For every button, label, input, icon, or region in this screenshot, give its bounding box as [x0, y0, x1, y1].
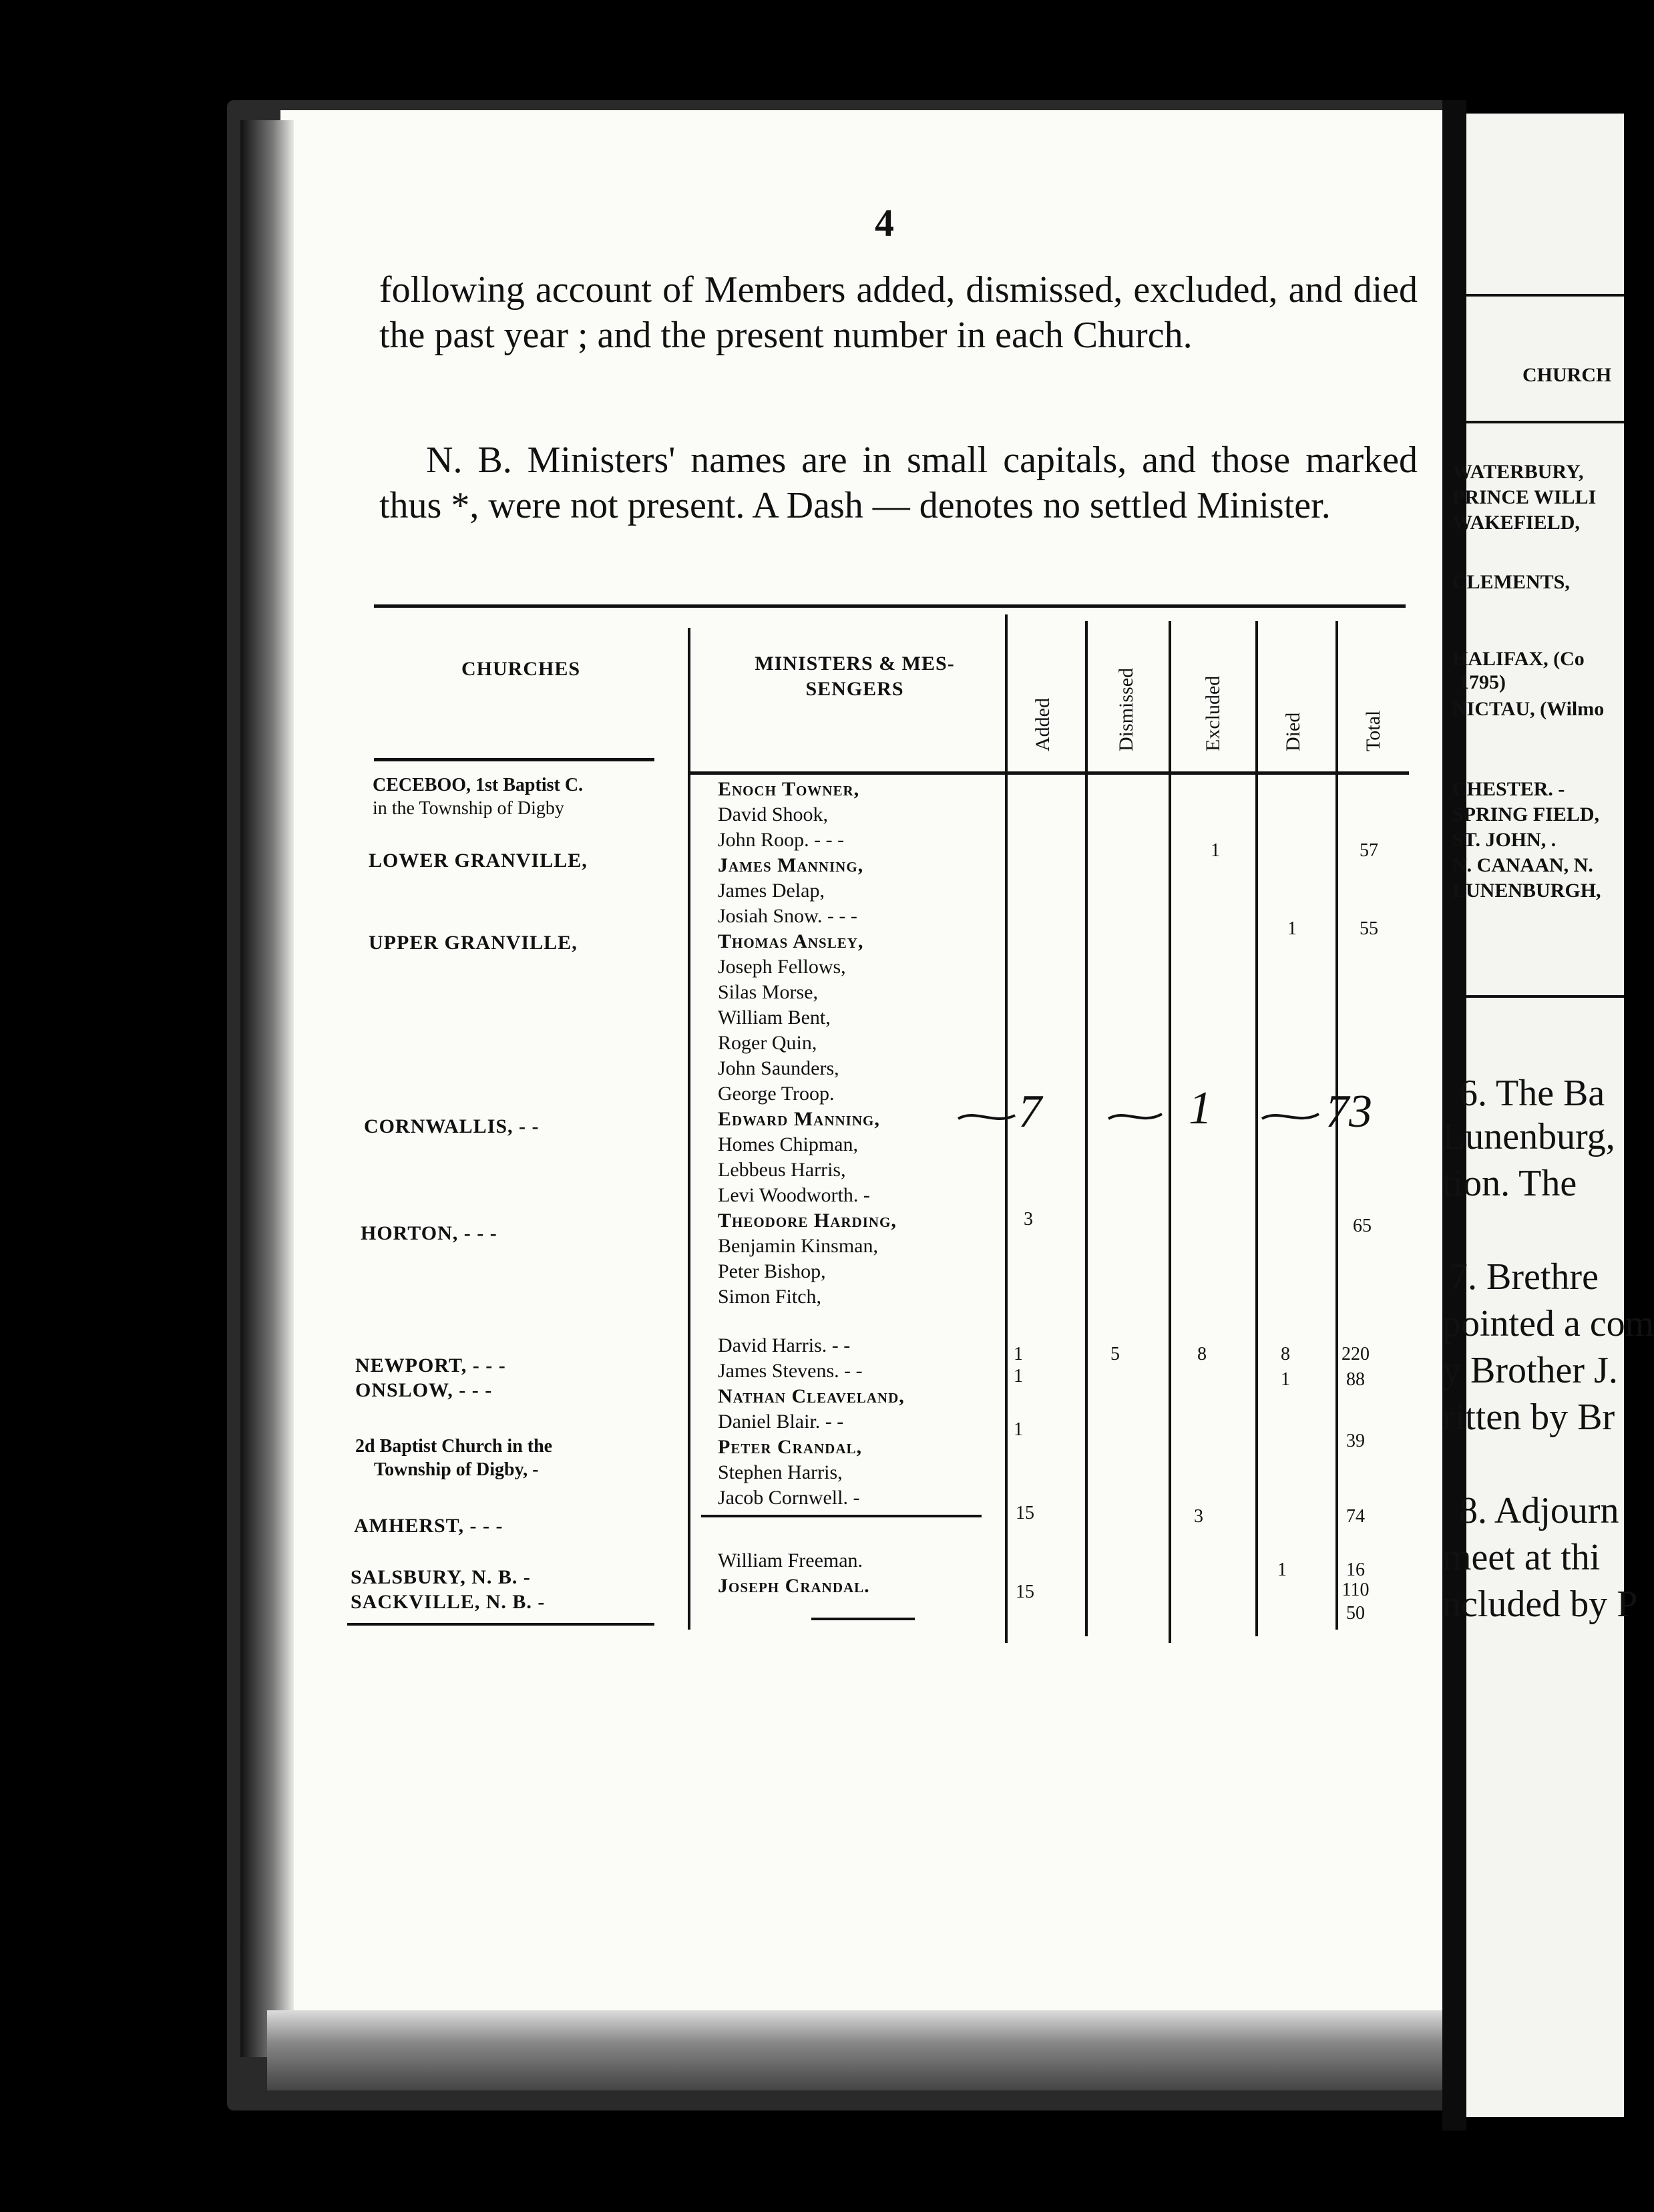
right-page-church: WATERBURY, [1452, 461, 1584, 483]
church-salsbury: SALSBURY, N. B. - [351, 1566, 531, 1588]
handwritten-dashes [955, 1095, 1329, 1135]
header-rule-churches [374, 758, 654, 761]
church-newport: NEWPORT, - - - [355, 1354, 506, 1376]
cell-total: 57 [1360, 840, 1378, 861]
cell-died: 1 [1287, 918, 1297, 939]
cell-died: 8 [1281, 1344, 1290, 1364]
minister-row: Simon Fitch, [718, 1286, 822, 1308]
page-number: 4 [875, 201, 894, 244]
handwritten-total: 73 [1325, 1086, 1372, 1137]
cell-total: 88 [1346, 1369, 1365, 1390]
right-page-church: HALIFAX, (Co [1452, 648, 1585, 670]
right-page-church: CHESTER. - [1452, 778, 1565, 800]
church-lower-granville: LOWER GRANVILLE, [369, 850, 588, 872]
right-page-rule [1466, 995, 1624, 998]
cell-died: 1 [1277, 1559, 1287, 1580]
minister-row: William Bent, [718, 1006, 831, 1029]
right-page-text: 7. Brethre [1449, 1256, 1599, 1298]
minister-row: Enoch Towner, [718, 778, 860, 800]
minister-row: Homes Chipman, [718, 1133, 858, 1155]
table-bottom-rule-left [347, 1623, 654, 1626]
cell-died: 1 [1281, 1369, 1290, 1390]
right-page-header: CHURCH [1522, 364, 1612, 386]
cell-excluded: 3 [1194, 1506, 1203, 1527]
left-page [280, 110, 1449, 2014]
church-onslow: ONSLOW, - - - [355, 1379, 493, 1401]
minister-row: Theodore Harding, [718, 1210, 897, 1232]
header-added: Added [1032, 698, 1054, 751]
cell-total: 220 [1341, 1344, 1370, 1364]
cell-added: 1 [1014, 1344, 1023, 1364]
minister-row: Benjamin Kinsman, [718, 1235, 878, 1257]
page-edge-shadow [240, 120, 294, 2057]
minister-row: Daniel Blair. - - [718, 1411, 844, 1433]
header-total: Total [1362, 710, 1384, 751]
church-amherst: AMHERST, - - - [354, 1515, 503, 1537]
minister-row: Josiah Snow. - - - [718, 905, 857, 927]
cell-total: 65 [1353, 1216, 1372, 1236]
minister-row: John Roop. - - - [718, 829, 845, 851]
cell-total: 110 [1341, 1580, 1370, 1600]
church-horton: HORTON, - - - [361, 1222, 497, 1244]
cell-excluded: 8 [1197, 1344, 1207, 1364]
right-page-text: 6. The Ba [1459, 1073, 1605, 1114]
cell-total: 16 [1346, 1559, 1365, 1580]
right-page-rule [1466, 421, 1624, 423]
minister-row: James Manning, [718, 854, 864, 876]
cell-excluded: 1 [1211, 840, 1220, 861]
church-upper-granville: UPPER GRANVILLE, [369, 932, 578, 954]
church-ceceboo: CECEBOO, 1st Baptist C. [373, 775, 584, 795]
intro-paragraph: following account of Members added, dismissed, excluded, and died the past year ; and the present number in each Church. [379, 269, 1418, 356]
cell-total: 55 [1360, 918, 1378, 939]
minister-row: Edward Manning, [718, 1108, 880, 1130]
minister-row: Roger Quin, [718, 1032, 817, 1054]
minister-row: Silas Morse, [718, 981, 818, 1003]
right-page-text: 8. Adjourn [1459, 1490, 1619, 1531]
minister-row: Levi Woodworth. - [718, 1184, 870, 1206]
cell-added: 1 [1014, 1366, 1023, 1387]
minister-row: Jacob Cornwell. - [718, 1487, 860, 1509]
minister-row: James Delap, [718, 880, 825, 902]
cell-added: 15 [1016, 1503, 1034, 1523]
right-page-church: N. CANAAN, N. [1452, 854, 1593, 876]
minister-rule [701, 1515, 982, 1517]
cell-added: 15 [1016, 1582, 1034, 1602]
minister-row: Peter Bishop, [718, 1260, 826, 1282]
minister-row: Lebbeus Harris, [718, 1159, 846, 1181]
right-page-church: ST. JOHN, . [1452, 829, 1557, 851]
right-page-text: y Brother J. [1442, 1350, 1618, 1391]
minister-row: William Freeman. [718, 1549, 863, 1572]
minister-row: John Saunders, [718, 1057, 839, 1079]
right-page-text: tion. The [1442, 1163, 1577, 1204]
minister-row: David Shook, [718, 803, 828, 825]
right-page-text: pointed a com [1442, 1303, 1654, 1344]
handwritten-excluded: 1 [1189, 1083, 1212, 1134]
cell-dismissed: 5 [1110, 1344, 1120, 1364]
cell-total: 74 [1346, 1506, 1365, 1527]
church-digby-2nd-line2: Township of Digby, - [374, 1459, 539, 1480]
right-page-text: meet at thi [1442, 1537, 1601, 1578]
right-page-church: LUNENBURGH, [1452, 880, 1601, 902]
header-dismissed: Dismissed [1115, 667, 1137, 751]
right-page-text: ritten by Br [1442, 1397, 1615, 1438]
church-digby-2nd: 2d Baptist Church in the [355, 1436, 553, 1457]
church-cornwallis: CORNWALLIS, - - [364, 1115, 540, 1137]
cell-added: 1 [1014, 1419, 1023, 1440]
cell-total: 39 [1346, 1431, 1365, 1451]
minister-row: James Stevens. - - [718, 1360, 863, 1382]
minister-row: Joseph Fellows, [718, 956, 846, 978]
table-top-rule [374, 604, 1406, 608]
right-page-church: PRINCE WILLI [1452, 486, 1597, 508]
right-page-church: 1795) [1459, 671, 1506, 693]
minister-row: Joseph Crandal. [718, 1575, 870, 1597]
right-page-church: CLEMENTS, [1452, 571, 1570, 593]
right-page-church: WAKEFIELD, [1452, 512, 1580, 534]
minister-row: Stephen Harris, [718, 1461, 843, 1483]
minister-row: Nathan Cleaveland, [718, 1385, 905, 1407]
minister-row: David Harris. - - [718, 1334, 851, 1356]
church-ceceboo-line2: in the Township of Digby [373, 798, 564, 819]
table-bottom-rule-mid [811, 1618, 915, 1620]
header-rule-right [688, 771, 1409, 775]
minister-row: George Troop. [718, 1083, 835, 1105]
header-excluded: Excluded [1202, 675, 1224, 751]
right-page-church: SPRING FIELD, [1452, 803, 1600, 825]
page-bottom-edge [267, 2010, 1449, 2090]
column-divider-churches [688, 628, 690, 1630]
header-churches: CHURCHES [461, 658, 581, 680]
header-died: Died [1282, 712, 1304, 751]
header-ministers: MINISTERS & MES-SENGERS [755, 653, 955, 700]
minister-row: Thomas Ansley, [718, 930, 864, 952]
right-page-rule [1466, 294, 1624, 297]
cell-total: 50 [1346, 1603, 1365, 1624]
minister-row: Peter Crandal, [718, 1436, 863, 1458]
cell-added: 3 [1024, 1209, 1033, 1230]
church-sackville: SACKVILLE, N. B. - [351, 1591, 546, 1613]
handwritten-added: 7 [1018, 1086, 1042, 1137]
right-page-text: ncluded by P [1442, 1584, 1638, 1625]
right-page-church: NICTAU, (Wilmo [1452, 698, 1605, 720]
right-page-text: Lunenburg, [1442, 1116, 1615, 1157]
nb-paragraph: N. B. Ministers' names are in small capitals, and those marked thus *, were not present. A Dash — denotes no settled Minister. [379, 439, 1418, 526]
